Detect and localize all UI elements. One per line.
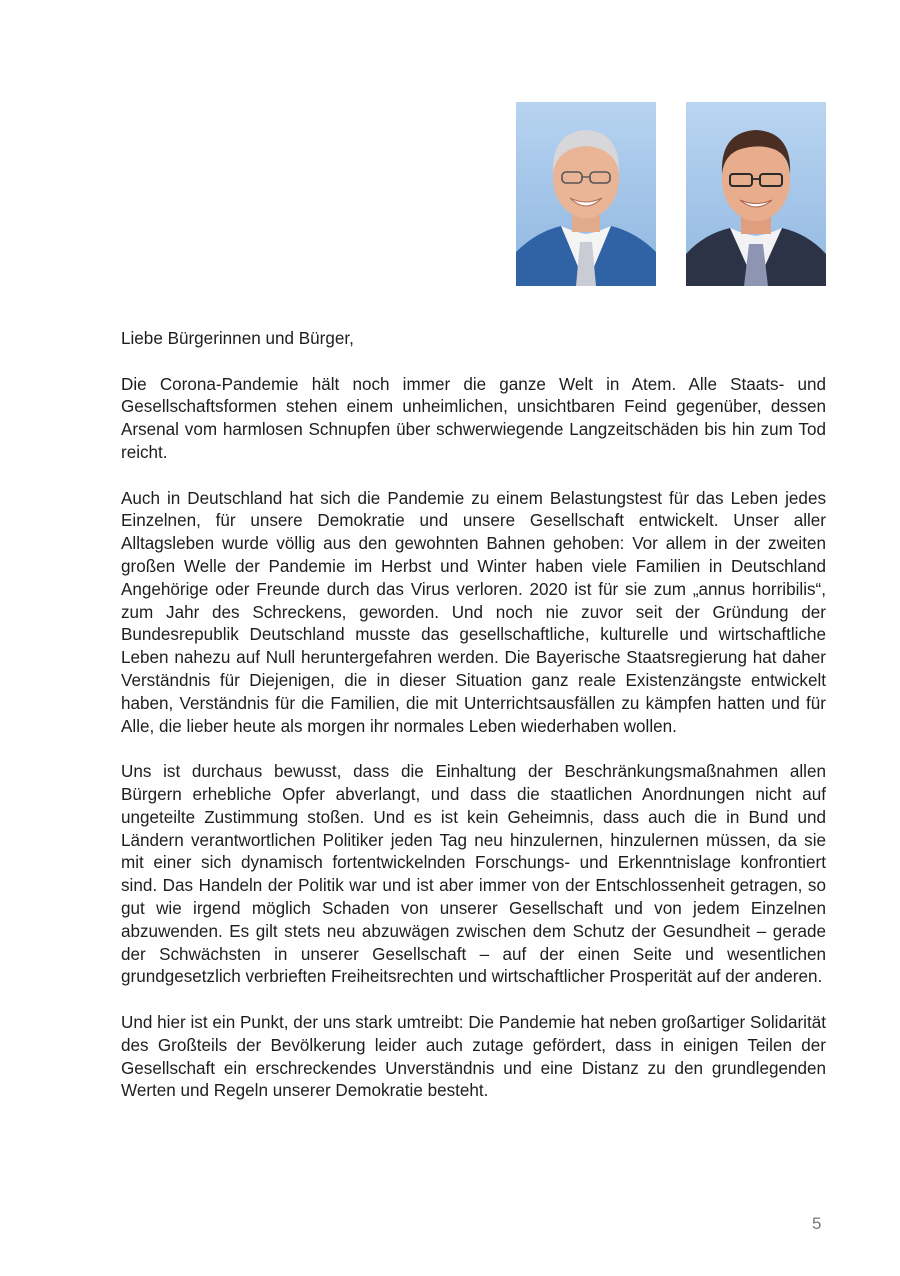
letter-body: [121, 328, 826, 1103]
portrait-photo-1: [516, 102, 656, 286]
page-number: 5: [812, 1214, 822, 1233]
paragraph: Uns ist durchaus bewusst, dass die Einhaltung der Beschränkungsmaßnahmen allen Bürgern erhebliche Opfer abverlangt, und dass die staatlichen Anordnungen nicht auf ungeteilte Zustimmung stoßen. Und es ist kein Geheimnis, dass auch die in Bund und Ländern verantwortlichen Politiker jeden Tag neu hinzulernen, hinzulernen müssen, da sie mit einer sich dynamisch fortentwickelnden Forschungs- und Erkenntnislage konfrontiert sind. Das Handeln der Politik war und ist aber immer von der Entschlossenheit getragen, so gut wie irgend möglich Schaden von unserer Gesellschaft und von jedem Einzelnen abzuwenden. Es gilt stets neu abzuwägen zwischen dem Schutz der Gesundheit – gerade der Schwächsten in unserer Gesellschaft – auf der einen Seite und wesentlichen grundgesetzlich verbrieften Freiheitsrechten und wirtschaftlicher Prosperität auf der anderen.: [121, 762, 826, 987]
paragraph: Die Corona-Pandemie hält noch immer die ganze Welt in Atem. Alle Staats- und Gesellschaftsformen stehen einem unheimlichen, unsichtbaren Feind gegenüber, dessen Arsenal vom harmlosen Schnupfen über schwerwiegende Langzeitschäden bis hin zum Tod reicht.: [121, 374, 826, 462]
portrait-photo-icon: [516, 102, 656, 286]
portrait-photo-icon: [686, 102, 826, 286]
paragraph: Und hier ist ein Punkt, der uns stark umtreibt: Die Pandemie hat neben großartiger Solidarität des Großteils der Bevölkerung leider auch zutage gefördert, dass in einigen Teilen der Gesellschaft ein erschreckendes Unverständnis und eine Distanz zu den grundlegenden Werten und Regeln unserer Demokratie besteht.: [121, 1012, 826, 1101]
salutation: Liebe Bürgerinnen und Bürger,: [121, 329, 354, 348]
paragraph: Auch in Deutschland hat sich die Pandemie zu einem Belastungstest für das Leben jedes Einzelnen, für unsere Demokratie und unsere Gesellschaft entwickelt. Unser aller Alltagsleben wurde völlig aus den gewohnten Bahnen gehoben: Vor allem in der zweiten großen Welle der Pandemie im Herbst und Winter haben viele Familien in Deutschland Angehörige oder Freunde durch das Virus verloren. 2020 ist für sie zum „annus horribilis“, zum Jahr des Schreckens, geworden. Und noch nie zuvor seit der Gründung der Bundesrepublik Deutschland musste das gesellschaftliche, kulturelle und wirtschaftliche Leben nahezu auf Null heruntergefahren werden. Die Bayerische Staatsregierung hat daher Verständnis für Diejenigen, die in dieser Situation ganz reale Existenzängste entwickelt haben, Verständnis für die Familien, die mit Unterrichtsausfällen zu kämpfen hatten und für Alle, die lieber heute als morgen ihr normales Leben wiederhaben wollen.: [121, 488, 826, 736]
portrait-photo-2: [686, 102, 826, 286]
